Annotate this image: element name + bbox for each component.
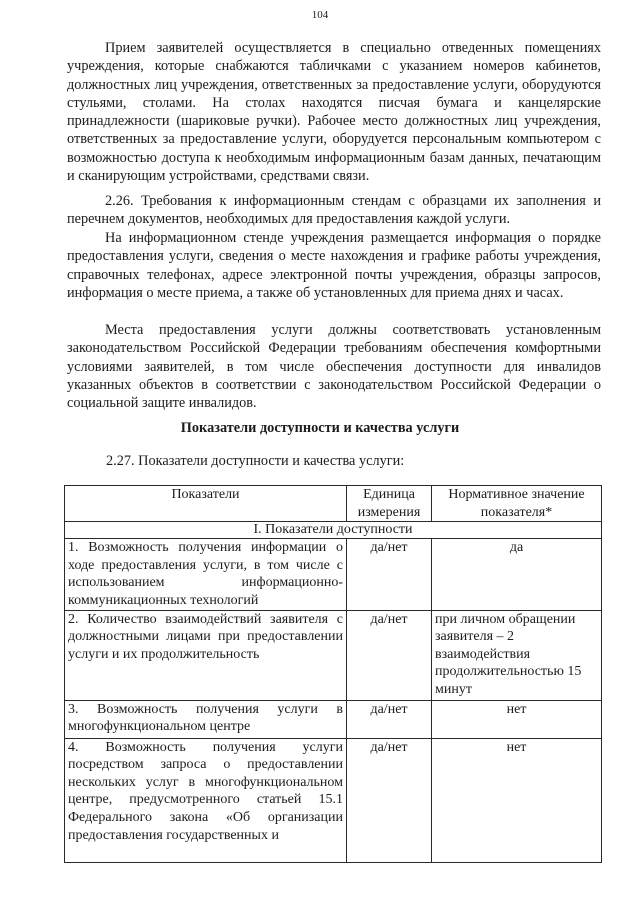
indicators-table <box>64 485 602 863</box>
section-title-availability: I. Показатели доступности <box>65 522 602 539</box>
row-4-indicator: 4. Возможность получения услуги посредством запроса о предоставлении нескольких услуг в многофункциональном центре, предусмотренного статьей 15.1 Федерального закона «Об организации предоставления государственных и <box>65 738 347 862</box>
table-row <box>65 610 602 700</box>
header-unit: Единица измерения <box>347 486 432 522</box>
row-3-indicator: 3. Возможность получения услуги в многофункциональном центре <box>65 700 347 738</box>
paragraph-info-stand: На информационном стенде учреждения размещается информация о порядке предоставления услуги, сведения о месте нахождения и графике работы учреждения, справочных телефонах, адресе электронной почты учреждения, образцы запросов, информация о месте приема, а также об установленных для приема днях и часах. <box>67 230 601 301</box>
row-4-norm: нет <box>432 738 602 862</box>
header-indicator: Показатели <box>65 486 347 522</box>
header-norm: Нормативное значение показателя* <box>432 486 602 522</box>
row-4-unit: да/нет <box>347 738 432 862</box>
intro-2-27: 2.27. Показатели доступности и качества услуги: <box>106 453 405 469</box>
row-1-indicator: 1. Возможность получения информации о ходе предоставления услуги, в том числе с использованием информационно-коммуникационных технологий <box>65 539 347 610</box>
page-number: 104 <box>311 9 329 21</box>
row-1-unit: да/нет <box>347 539 432 610</box>
row-2-unit: да/нет <box>347 610 432 700</box>
row-3-norm: нет <box>432 700 602 738</box>
table-row <box>65 738 602 862</box>
table-row <box>65 539 602 610</box>
paragraph-reception-premises: Прием заявителей осуществляется в специально отведенных помещениях учреждения, которые снабжаются табличками с указанием номеров кабинетов, должностных лиц учреждения, ответственных за предоставление услуги, оборудуются стульями, столами. На столах находятся писчая бумага и канцелярские принадлежности (шариковые ручки). Рабочее место должностных лиц учреждения, ответственных за предоставление услуги, оборудуется персональным компьютером с возможностью доступа к необходимым информационным базам данных, печатающим и сканирующим устройствами, средствами связи. <box>67 40 601 185</box>
paragraph-accessibility: Места предоставления услуги должны соответствовать установленным законодательством Российской Федерации требованиям обеспечения комфортными условиями заявителей, в том числе обеспечения доступности для инвалидов указанных объектов в соответствии с законодательством Российской Федерации о социальной защите инвалидов. <box>67 322 601 412</box>
row-3-unit: да/нет <box>347 700 432 738</box>
table-header-row <box>65 486 602 522</box>
row-2-indicator: 2. Количество взаимодействий заявителя с должностными лицами при предоставлении услуги и их продолжительность <box>65 610 347 700</box>
row-2-norm: при личном обращении заявителя – 2 взаимодействия продолжительностью 15 минут <box>432 610 602 700</box>
table-section-row <box>65 522 602 539</box>
paragraph-2-26: 2.26. Требования к информационным стендам с образцами их заполнения и перечнем документов, необходимых для предоставления каждой услуги. <box>67 193 601 228</box>
section-heading: Показатели доступности и качества услуги <box>180 420 460 436</box>
row-1-norm: да <box>432 539 602 610</box>
table-row <box>65 700 602 738</box>
